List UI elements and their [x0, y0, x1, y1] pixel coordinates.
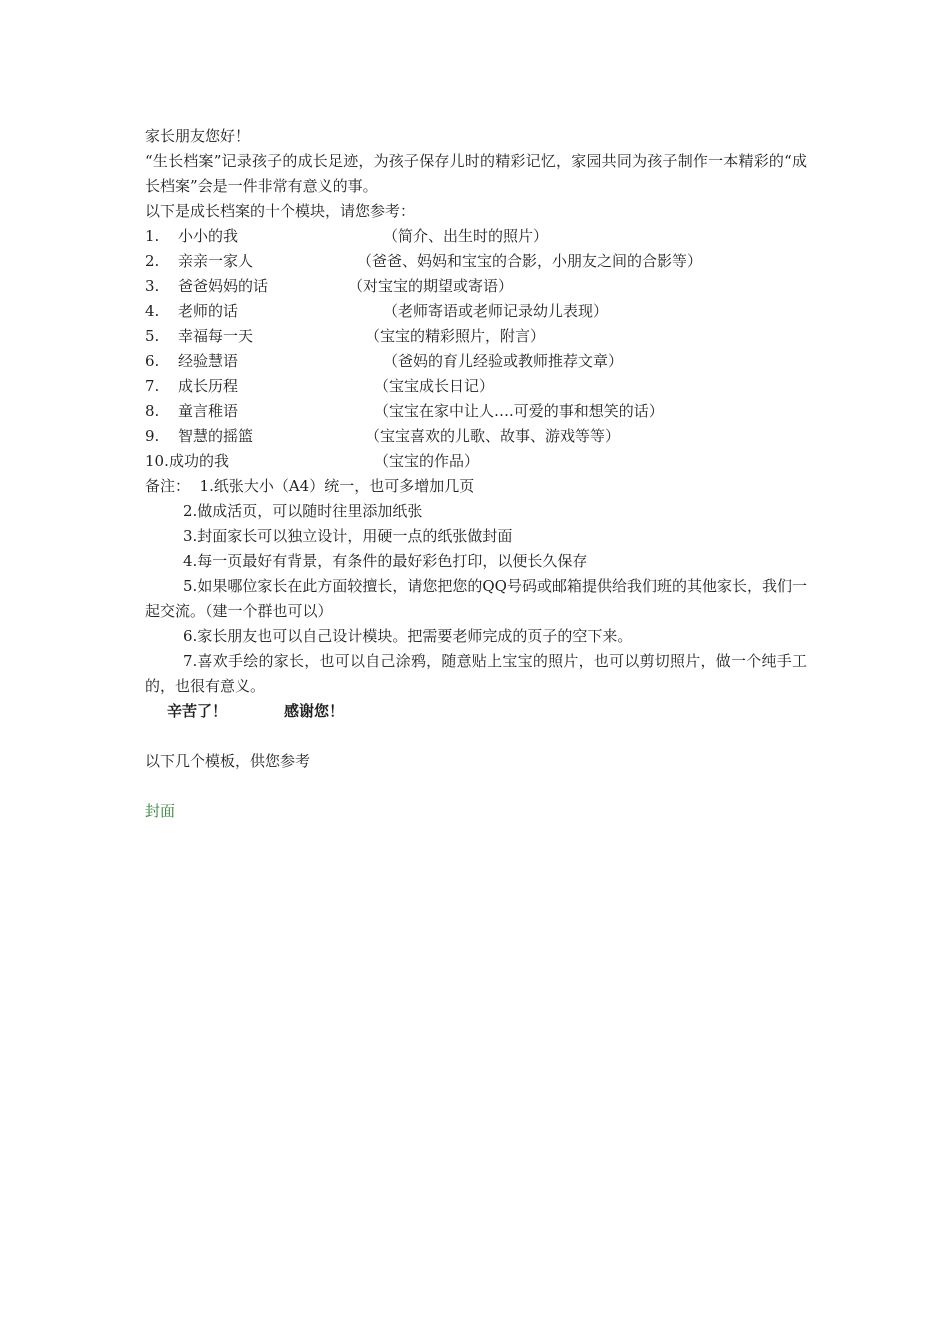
note-item: 4.每一页最好有背景，有条件的最好彩色打印，以便长久保存	[183, 552, 588, 570]
thanks-left: 辛苦了！	[167, 702, 228, 720]
module-item	[145, 374, 807, 399]
note-item: 7.喜欢手绘的家长，也可以自己涂鸦，随意贴上宝宝的照片，也可以剪切照片，做一个纯手工的，也很有意义。	[145, 652, 807, 695]
module-description: （对宝宝的期望或寄语）	[348, 277, 514, 295]
templates-intro: 以下几个模板，供您参考	[145, 752, 311, 770]
note-item: 5.如果哪位家长在此方面较擅长，请您把您的QQ号码或邮箱提供给我们班的其他家长，我们一起交流。（建一个群也可以）	[145, 577, 807, 620]
module-item	[145, 274, 807, 299]
module-number: 5.	[145, 327, 160, 345]
module-number: 9.	[145, 427, 160, 445]
module-item	[145, 299, 807, 324]
thanks-right: 感谢您！	[284, 702, 345, 720]
module-item	[145, 424, 807, 449]
module-number: 8.	[145, 402, 160, 420]
blank-line	[145, 774, 807, 799]
module-description: （老师寄语或老师记录幼儿表现）	[383, 302, 609, 320]
module-name: 老师的话	[178, 302, 239, 320]
module-name: 智慧的摇篮	[178, 427, 254, 445]
module-number: 7.	[145, 377, 160, 395]
cover-label: 封面	[145, 802, 176, 820]
module-number: 2.	[145, 252, 160, 270]
note-first: 备注： 1.纸张大小（A4）统一，也可多增加几页	[145, 477, 475, 495]
module-name: 经验慧语	[178, 352, 239, 370]
greeting: 家长朋友您好！	[145, 127, 251, 145]
module-description: （爸爸、妈妈和宝宝的合影，小朋友之间的合影等）	[357, 252, 703, 270]
module-item	[145, 449, 807, 474]
module-name: 小小的我	[178, 227, 239, 245]
module-name: 童言稚语	[178, 402, 239, 420]
module-item	[145, 249, 807, 274]
module-description: （宝宝的精彩照片，附言）	[365, 327, 546, 345]
module-number: 3.	[145, 277, 160, 295]
module-name: 幸福每一天	[178, 327, 254, 345]
module-name: 成长历程	[178, 377, 239, 395]
note-item: 6.家长朋友也可以自己设计模块。把需要老师完成的页子的空下来。	[183, 627, 633, 645]
note-item: 3.封面家长可以独立设计，用硬一点的纸张做封面	[183, 527, 513, 545]
module-description: （宝宝成长日记）	[374, 377, 495, 395]
module-item	[145, 224, 807, 249]
module-description: （宝宝喜欢的儿歌、故事、游戏等等）	[365, 427, 621, 445]
module-item	[145, 349, 807, 374]
module-description: （简介、出生时的照片）	[383, 227, 549, 245]
blank-line	[145, 724, 807, 749]
module-number: 1.	[145, 227, 160, 245]
module-item	[145, 324, 807, 349]
thanks-line	[145, 699, 807, 724]
document-body	[145, 124, 807, 824]
module-description: （爸妈的育儿经验或教师推荐文章）	[383, 352, 624, 370]
module-number: 4.	[145, 302, 160, 320]
note-item: 2.做成活页，可以随时往里添加纸张	[183, 502, 423, 520]
module-name: 爸爸妈妈的话	[178, 277, 269, 295]
module-name: 成功的我	[169, 452, 230, 470]
module-item	[145, 399, 807, 424]
module-number: 10.	[145, 452, 169, 470]
module-description: （宝宝在家中让人….可爱的事和想笑的话）	[374, 402, 664, 420]
module-number: 6.	[145, 352, 160, 370]
intro-paragraph: “生长档案”记录孩子的成长足迹，为孩子保存儿时的精彩记忆，家园共同为孩子制作一本精彩的“成长档案”会是一件非常有意义的事。	[145, 152, 807, 195]
module-name: 亲亲一家人	[178, 252, 254, 270]
modules-intro: 以下是成长档案的十个模块，请您参考：	[145, 202, 416, 220]
module-description: （宝宝的作品）	[374, 452, 480, 470]
